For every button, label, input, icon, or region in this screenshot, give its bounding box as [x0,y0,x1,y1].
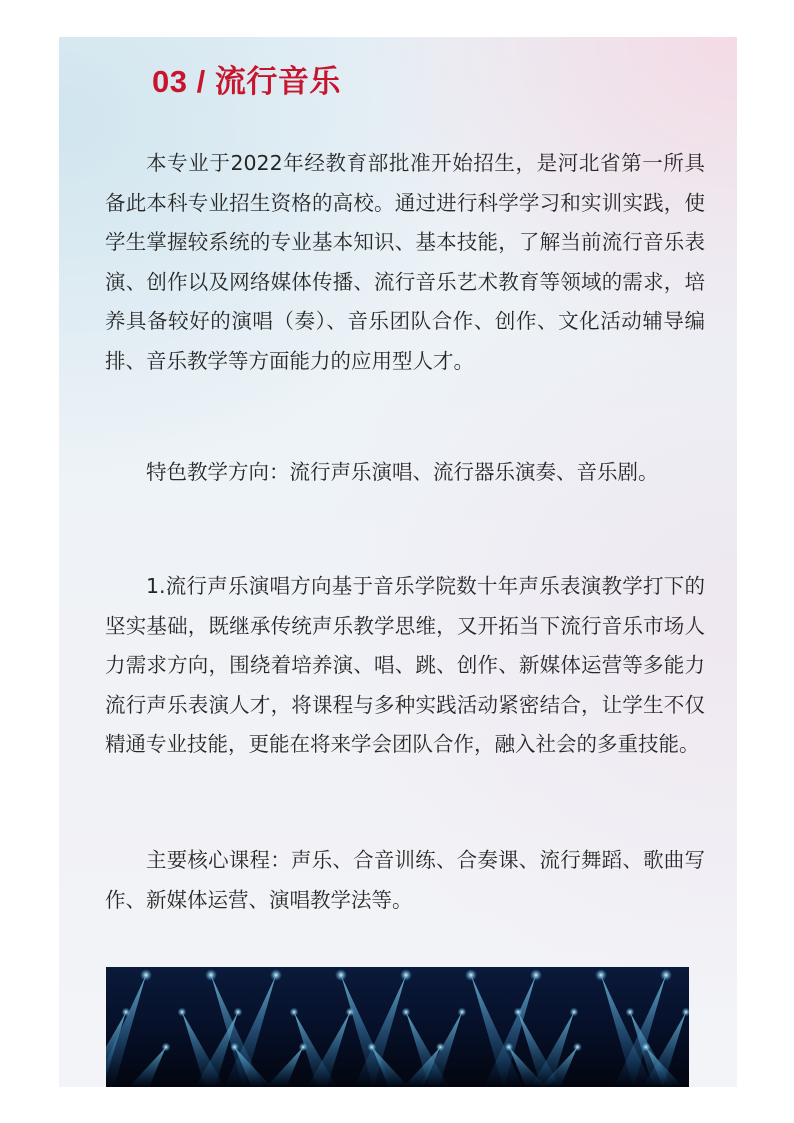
stage-spotlight [367,1043,376,1052]
stage-spotlight [122,1008,131,1017]
stage-spotlight [514,1008,523,1017]
stage-spotlight [234,1008,243,1017]
stage-spotlight [299,1043,308,1052]
stage-spotlight [290,1008,299,1017]
stage-spotlight [205,969,217,981]
vocal-direction-paragraph: 1.流行声乐演唱方向基于音乐学院数十年声乐表演教学打下的坚实基础，既继承传统声乐教学思维，又开拓当下流行音乐市场人力需求方向，围绕着培养演、唱、跳、创作、新媒体运营等多能力流行声乐表演人才，将课程与多种实践活动紧密结合，让学生不仅精通专业技能，更能在将来学会团队合作，融入社会的多重技能。 [105,574,705,757]
stage-spotlight [642,1043,651,1052]
stage-spotlight [458,1008,467,1017]
stage-spotlight [465,969,477,981]
stage-spotlight [660,969,672,981]
brochure-page [59,37,737,1087]
concert-stage-photo [106,967,689,1087]
stage-spotlight [570,1008,579,1017]
stage-spotlight [402,1008,411,1017]
intro-paragraph: 本专业于2022年经教育部批准开始招生，是河北省第一所具备此本科专业招生资格的高校。通过进行科学学习和实训实践，使学生掌握较系统的专业基本知识、基本技能，了解当前流行音乐表演、创作以及网络媒体传播、流行音乐艺术教育等领域的需求，培养具备较好的演唱（奏）、音乐团队合作、创作、文化活动辅导编排、音乐教学等方面能力的应用型人才。 [105,151,705,373]
stage-spotlight [270,969,282,981]
stage-spotlight [162,1043,171,1052]
stage-spotlight [436,1043,445,1052]
stage-spotlight [178,1008,187,1017]
stage-spotlight [626,1008,635,1017]
core-courses-paragraph: 主要核心课程：声乐、合音训练、合奏课、流行舞蹈、歌曲写作、新媒体运营、演唱教学法等。 [105,848,705,912]
stage-spotlight [504,1043,513,1052]
stage-spotlight [140,969,152,981]
stage-spotlight [595,969,607,981]
stage-spotlight [573,1043,582,1052]
stage-spotlight [530,969,542,981]
section-title: 03 / 流行音乐 [152,64,341,99]
teaching-directions-paragraph: 特色教学方向：流行声乐演唱、流行器乐演奏、音乐剧。 [146,460,659,484]
stage-spotlight [335,969,347,981]
stage-spotlight [346,1008,355,1017]
stage-spotlight [230,1043,239,1052]
stage-spotlight [400,969,412,981]
